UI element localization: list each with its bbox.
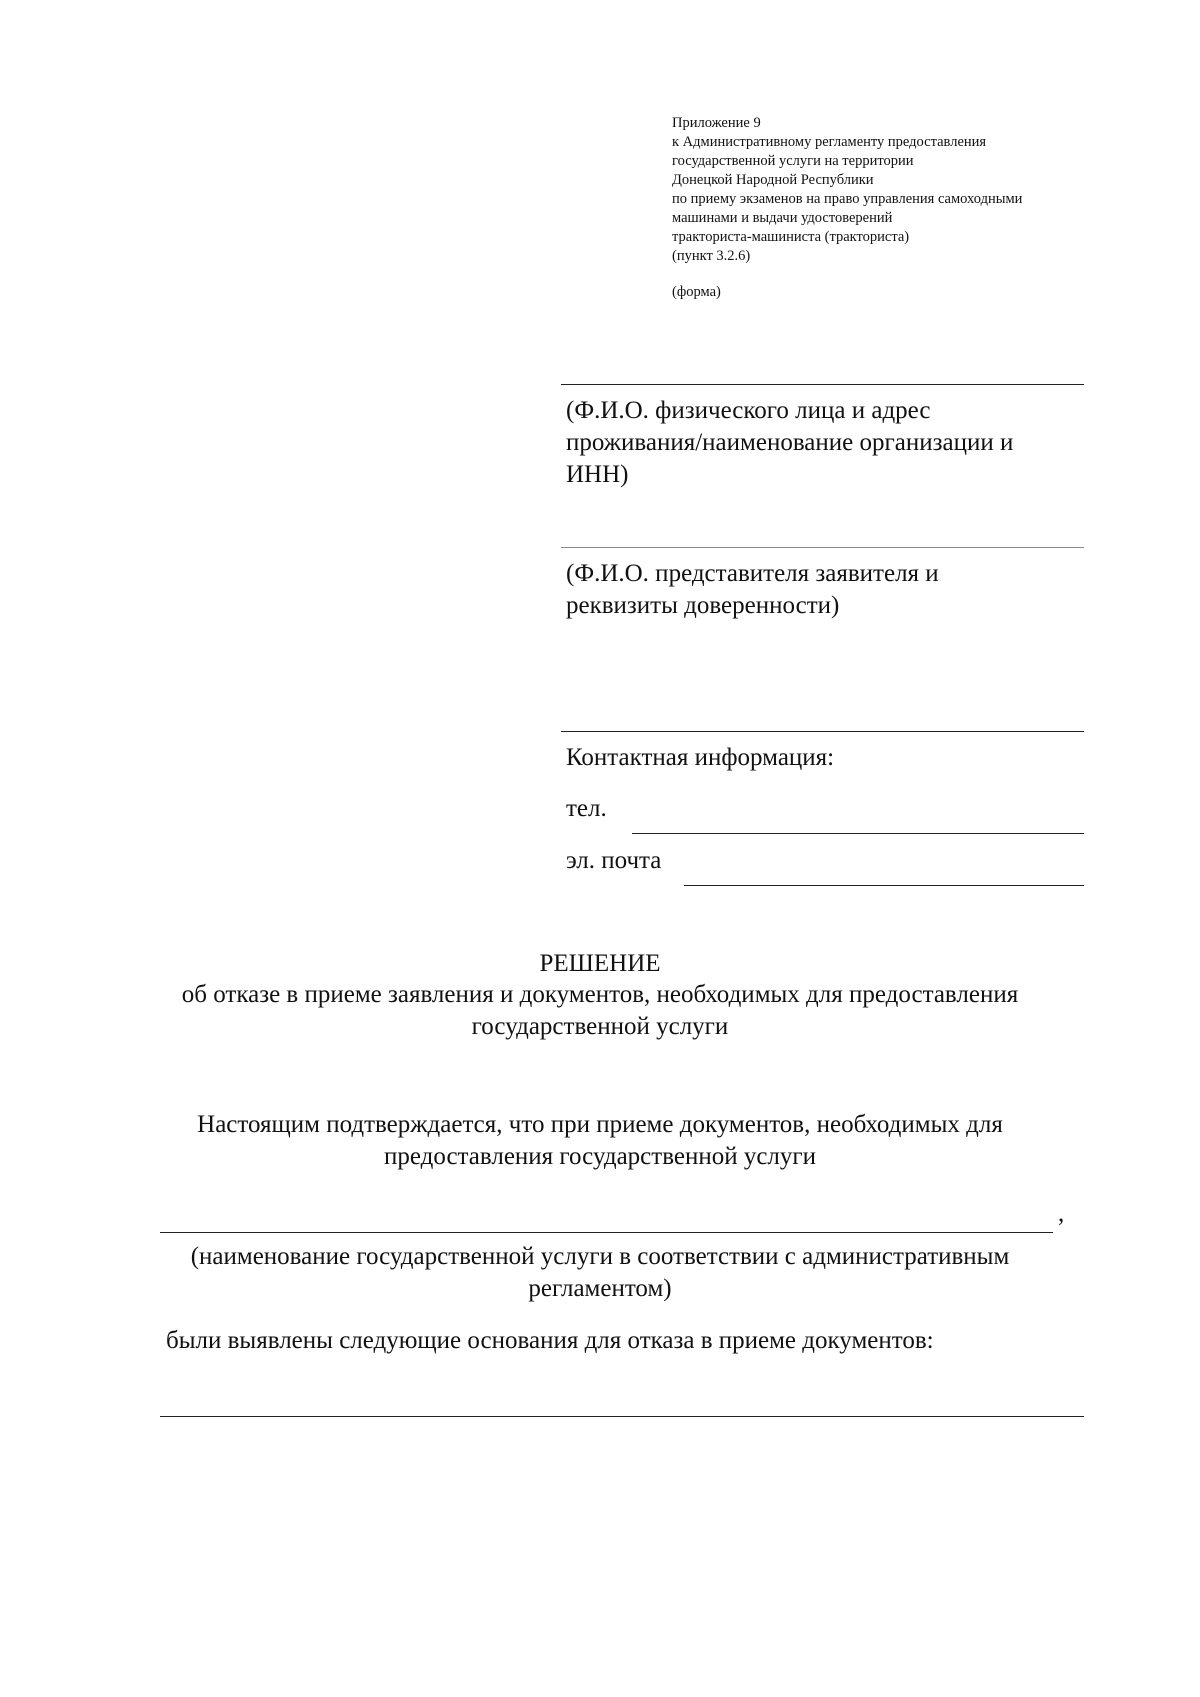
email-fill-line[interactable] [684,885,1084,886]
appendix-line: государственной услуги на территории [672,153,914,169]
service-caption-line: (наименование государственной услуги в соответствии с административным [190,1243,1010,1270]
appendix-line: машинами и выдачи удостоверений [672,210,893,226]
appendix-line: (пункт 3.2.6) [672,248,751,264]
trailing-comma: , [1058,1200,1065,1227]
representative-caption-line: (Ф.И.О. представителя заявителя и [566,560,939,587]
applicant-fill-line[interactable] [561,384,1084,385]
subtitle-line: об отказе в приеме заявления и документов, необходимых для предоставления [181,981,1019,1008]
phone-fill-line[interactable] [632,833,1084,834]
grounds-fill-line[interactable] [160,1416,1084,1417]
form-label: (форма) [672,284,721,300]
appendix-header [672,114,1102,266]
applicant-caption-line: ИНН) [566,461,629,488]
appendix-line: по приему экзаменов на право управления самоходными [672,191,1023,207]
representative-caption-line: реквизиты доверенности) [566,592,840,619]
appendix-line: к Административному регламенту предоставления [672,134,987,150]
intro-line: предоставления государственной услуги [383,1143,817,1170]
document-title: РЕШЕНИЕ [539,950,661,977]
grounds-text: были выявлены следующие основания для отказа в приеме документов: [166,1327,934,1354]
appendix-line: тракториста-машиниста (тракториста) [672,229,910,245]
applicant-caption-line: (Ф.И.О. физического лица и адрес [566,397,931,424]
service-name-fill-line[interactable] [160,1232,1053,1233]
representative-fill-line[interactable] [561,547,1084,548]
intro-line: Настоящим подтверждается, что при приеме документов, необходимых для [197,1111,1003,1138]
representative-caption [566,558,1086,622]
subtitle-line: государственной услуги [471,1013,729,1040]
service-caption-line: регламентом) [528,1275,672,1302]
contact-heading: Контактная информация: [566,744,835,771]
service-caption [160,1241,1040,1305]
appendix-line: Донецкой Народной Республики [672,172,874,188]
phone-label: тел. [566,795,607,822]
document-subtitle [0,979,1200,1043]
applicant-caption [566,395,1086,491]
contact-separator-line [561,731,1084,732]
applicant-caption-line: проживания/наименование организации и [566,429,1014,456]
email-label: эл. почта [566,847,662,874]
appendix-line: Приложение 9 [672,115,761,131]
intro-paragraph [0,1109,1200,1173]
